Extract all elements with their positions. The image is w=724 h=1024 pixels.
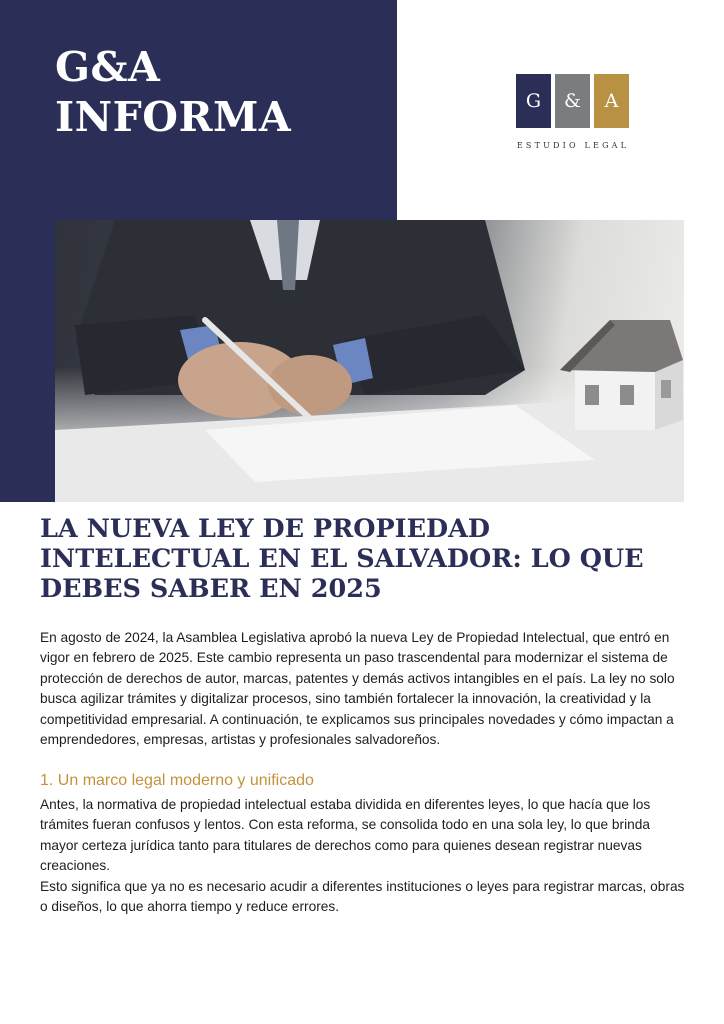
- logo-box-a: A: [594, 74, 629, 128]
- company-logo: [516, 74, 630, 150]
- right-hand: [268, 355, 352, 415]
- logo-box-g: G: [516, 74, 551, 128]
- logo-subtitle: ESTUDIO LEGAL: [516, 141, 630, 150]
- article-headline: LA NUEVA LEY DE PROPIEDAD INTELECTUAL EN EL SALVADOR: LO QUE DEBES SABER EN 2025: [40, 514, 644, 604]
- brand-title-line1: G&A: [55, 43, 161, 91]
- logo-box-ampersand: &: [555, 74, 590, 128]
- hero-photo-businessman-signing: [55, 220, 684, 502]
- section1-paragraph2: Esto significa que ya no es necesario acudir a diferentes instituciones o leyes para registrar marcas, obras o diseños, lo que ahorra tiempo y reduce errores.: [40, 879, 685, 915]
- brand-title: [55, 42, 291, 142]
- logo-boxes: [516, 74, 630, 128]
- section1-paragraph1: Antes, la normativa de propiedad intelectual estaba dividida en diferentes leyes, lo que hacía que los trámites fueran confusos y lentos. Con esta reforma, se consolida todo en una sola ley, lo que brinda mayor certeza jurídica tanto para titulares de derechos como para quienes desean registrar nuevas creaciones.: [40, 797, 651, 874]
- section1-title: 1. Un marco legal moderno y unificado: [40, 772, 314, 789]
- brand-title-line2: INFORMA: [55, 93, 292, 141]
- intro-paragraph: En agosto de 2024, la Asamblea Legislativa aprobó la nueva Ley de Propiedad Intelectual, que entró en vigor en febrero de 2025. Este cambio representa un paso trascendental para modernizar el sistema de protección de derechos de autor, marcas, patentes y demás activos intangibles en el país. La ley no solo busca agilizar trámites y digitalizar procesos, sino también fortalecer la innovación, la creatividad y la competitividad empresarial. A continuación, te explicamos sus principales novedades y cómo impactan a emprendedores, empresas, artistas y profesionales salvadoreños.: [40, 630, 675, 748]
- hero-illustration: [55, 220, 684, 502]
- house-model: [560, 320, 683, 430]
